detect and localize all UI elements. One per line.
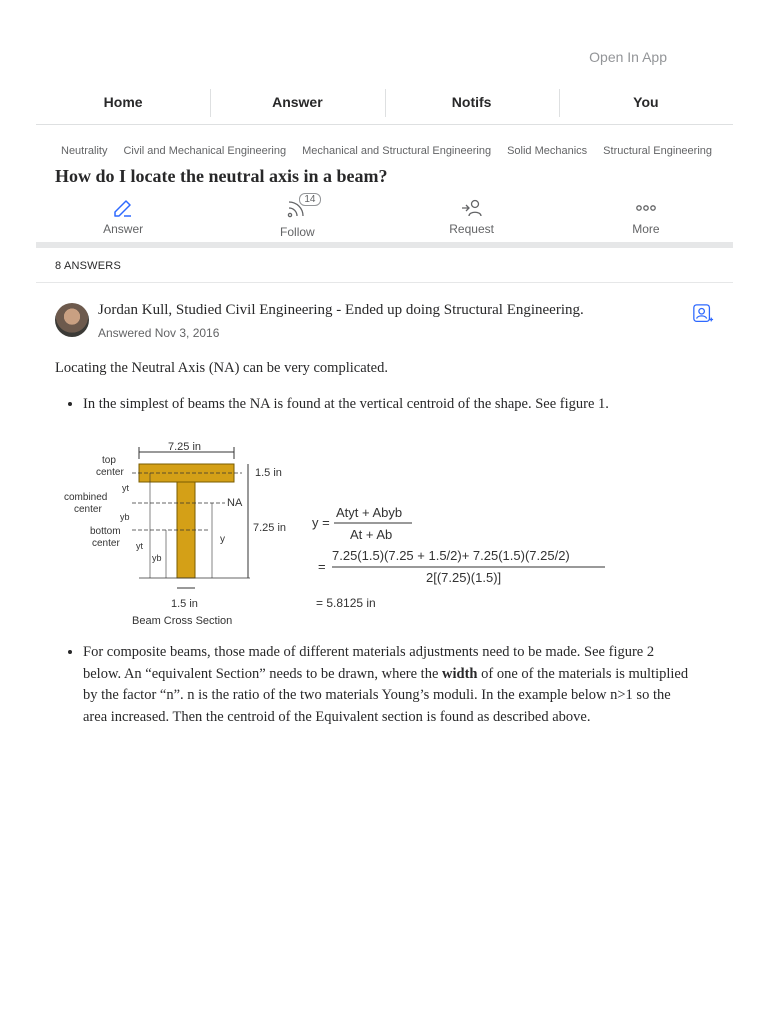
combined-label: combined bbox=[64, 492, 108, 503]
topic-list bbox=[61, 145, 728, 157]
figure-caption: Beam Cross Section bbox=[132, 615, 233, 625]
answer-action-button[interactable] bbox=[36, 196, 210, 242]
question-title[interactable]: How do I locate the neutral axis in a beam? bbox=[55, 166, 388, 186]
request-person-icon bbox=[460, 196, 484, 220]
bottom-label: bottom bbox=[90, 526, 121, 537]
top-label: top bbox=[102, 455, 116, 466]
open-in-app-link[interactable]: Open In App bbox=[589, 49, 667, 65]
topic-link[interactable]: Structural Engineering bbox=[603, 145, 713, 157]
web-width-label: 1.5 in bbox=[171, 598, 198, 610]
nav-notifs[interactable]: Notifs bbox=[385, 80, 559, 124]
eq1-numerator: Atyt + Abyb bbox=[336, 505, 403, 520]
nav-answer[interactable]: Answer bbox=[210, 80, 384, 124]
answer-body-continued bbox=[55, 642, 695, 728]
topic-link[interactable]: Mechanical and Structural Engineering bbox=[302, 145, 492, 157]
question-actions bbox=[36, 196, 733, 242]
beam-cross-section-figure[interactable] bbox=[60, 435, 620, 625]
pencil-icon bbox=[111, 196, 135, 220]
topic-link[interactable]: Solid Mechanics bbox=[507, 145, 588, 157]
follow-icon-wrap bbox=[285, 194, 316, 225]
ybar-label: y bbox=[220, 534, 225, 545]
topic-link[interactable]: Neutrality bbox=[61, 145, 108, 157]
yt-bar-label: yt bbox=[136, 541, 144, 551]
yb-bar-label: yb bbox=[152, 553, 162, 563]
top-center-label: center bbox=[96, 467, 124, 478]
add-person-icon[interactable] bbox=[692, 303, 714, 325]
author-avatar[interactable] bbox=[55, 303, 89, 337]
flange-thickness-label: 1.5 in bbox=[255, 467, 282, 479]
bullet2-text-b: of one of the materials is multiplied by the factor “n”. n is the ratio of the two materials Young’s moduli. In the example below n>1 so the area increased. Then the centroid of the Equivalent section is found as described above. bbox=[83, 665, 689, 725]
answer-action-label: Answer bbox=[103, 222, 144, 236]
nav-home[interactable]: Home bbox=[103, 94, 143, 110]
eq1-lhs: y = bbox=[312, 515, 330, 530]
eq2-denominator: 2[(7.25)(1.5)] bbox=[426, 570, 502, 585]
answer-date[interactable]: Answered Nov 3, 2016 bbox=[98, 326, 220, 340]
eq-result: = 5.8125 in bbox=[316, 596, 376, 610]
yt-label: yt bbox=[122, 483, 130, 493]
bottom-center-label: center bbox=[92, 538, 120, 549]
more-action-label: More bbox=[632, 222, 660, 236]
na-label: NA bbox=[227, 497, 243, 509]
eq2-numerator: 7.25(1.5)(7.25 + 1.5/2)+ 7.25(1.5)(7.25/2) bbox=[332, 548, 570, 563]
eq2-equals: = bbox=[318, 559, 326, 574]
nav-you[interactable]: You bbox=[559, 80, 733, 124]
follow-count-badge: 14 bbox=[299, 193, 320, 206]
eq1-denominator: At + Ab bbox=[350, 527, 393, 542]
section-divider bbox=[36, 242, 733, 248]
yb-label: yb bbox=[120, 512, 130, 522]
bullet2-text-a: For composite beams, those made of different materials adjustments need to be made. See figure 2 below. An “equivalent Section” needs to be drawn, where the bbox=[83, 644, 655, 682]
answer-bullet-2 bbox=[83, 642, 695, 728]
main-nav bbox=[36, 80, 733, 125]
more-dots-icon bbox=[634, 196, 658, 220]
follow-action-label: Follow bbox=[280, 225, 315, 239]
web-height-label: 7.25 in bbox=[253, 522, 287, 534]
author-credential[interactable]: Jordan Kull, Studied Civil Engineering - Ended up doing Structural Engineering. bbox=[98, 302, 584, 318]
request-action-label: Request bbox=[449, 222, 494, 236]
answer-list bbox=[55, 394, 695, 416]
answers-count: 8 ANSWERS bbox=[55, 260, 121, 272]
follow-action-button[interactable] bbox=[210, 196, 384, 242]
top-width-label: 7.25 in bbox=[168, 441, 202, 453]
request-action-button[interactable] bbox=[385, 196, 559, 242]
divider bbox=[36, 282, 733, 283]
answer-body bbox=[55, 358, 695, 415]
topic-link[interactable]: Civil and Mechanical Engineering bbox=[123, 145, 287, 157]
more-action-button[interactable] bbox=[559, 196, 733, 242]
combined-center-label: center bbox=[74, 504, 102, 515]
answer-bullet-1: • In the simplest of beams the NA is found at the vertical centroid of the shape. See figure 1. bbox=[83, 394, 695, 416]
answer-intro: Locating the Neutral Axis (NA) can be very complicated. bbox=[55, 360, 388, 376]
answer-list-2 bbox=[55, 642, 695, 728]
bullet2-bold: width bbox=[442, 665, 478, 682]
